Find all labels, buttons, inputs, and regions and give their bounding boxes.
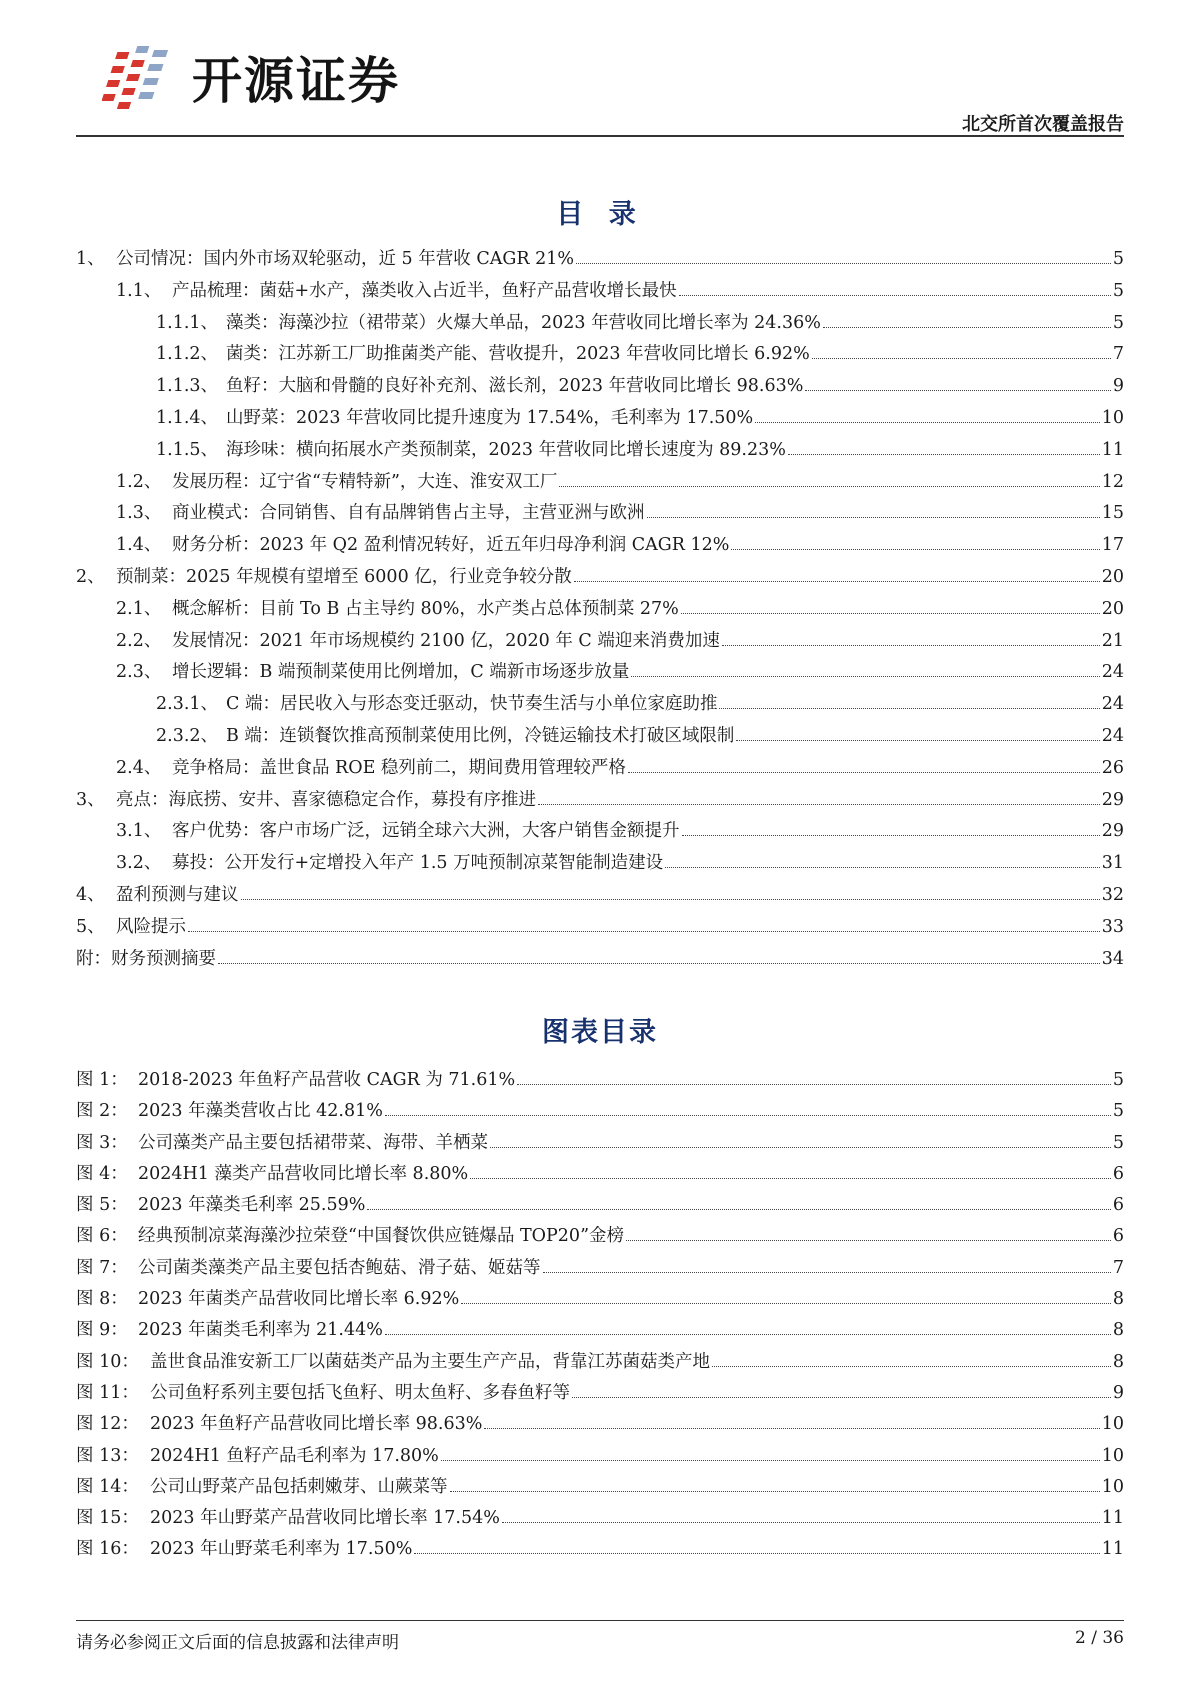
toc-entry-page: 29 (1101, 789, 1124, 810)
page-header (76, 38, 1124, 136)
figure-entry[interactable] (76, 1316, 1124, 1347)
figure-entry[interactable] (76, 1285, 1124, 1316)
figure-entry-page: 10 (1101, 1414, 1124, 1435)
toc-entry-page: 12 (1101, 471, 1124, 492)
toc-entry-page: 33 (1101, 916, 1124, 937)
dot-leader (218, 963, 1100, 964)
figure-entry-title: 2023 年藻类营收占比 42.81% (138, 1101, 383, 1122)
dot-leader (722, 645, 1100, 646)
toc-entry-page: 20 (1101, 566, 1124, 587)
dot-leader (461, 1303, 1111, 1304)
figure-entry-number: 图 12： (76, 1414, 139, 1435)
figure-entry-number: 图 7： (76, 1257, 128, 1278)
dot-leader (631, 676, 1099, 677)
toc-entry-page: 21 (1101, 630, 1124, 651)
dot-leader (441, 1460, 1100, 1461)
dot-leader (470, 1178, 1111, 1179)
toc-entry-page: 26 (1101, 757, 1124, 778)
toc-entry-number: 2.3、 (116, 662, 162, 683)
footer-divider (76, 1620, 1124, 1621)
figure-entry[interactable] (76, 1222, 1124, 1253)
figure-entry-title: 公司鱼籽系列主要包括飞鱼籽、明太鱼籽、多春鱼籽等 (150, 1382, 570, 1403)
toc-entry-number: 3、 (76, 789, 105, 810)
toc-entry-page: 7 (1112, 344, 1124, 365)
figure-list-title: 图表目录 (542, 1017, 658, 1048)
toc-entry[interactable] (76, 245, 1124, 277)
toc-entry-number: 1.4、 (116, 535, 162, 556)
dot-leader (484, 1428, 1099, 1429)
dot-leader (731, 549, 1099, 550)
toc-entry-page: 24 (1101, 662, 1124, 683)
figure-entry[interactable] (76, 1442, 1124, 1473)
disclaimer: 请务必参阅正文后面的信息披露和法律声明 (76, 1633, 399, 1653)
toc-entry-number: 3.2、 (116, 853, 162, 874)
toc-entry-title: 募投：公开发行+定增投入年产 1.5 万吨预制凉菜智能制造建设 (172, 853, 664, 874)
toc-entry-title: 附：财务预测摘要 (76, 948, 216, 969)
toc-entry-number: 1.1.4、 (156, 407, 219, 428)
dot-leader (719, 708, 1099, 709)
toc-entry-page: 29 (1101, 821, 1124, 842)
toc-entry-page: 24 (1101, 725, 1124, 746)
dot-leader (241, 899, 1100, 900)
toc-entry[interactable] (76, 595, 1124, 627)
dot-leader (823, 327, 1111, 328)
toc-entry-page: 9 (1112, 376, 1124, 397)
figure-entry[interactable] (76, 1504, 1124, 1535)
toc-entry-number: 1.1、 (116, 280, 162, 301)
toc-entry-number: 4、 (76, 884, 105, 905)
figure-entry[interactable] (76, 1191, 1124, 1222)
dot-leader (647, 517, 1100, 518)
figure-entry[interactable] (76, 1129, 1124, 1160)
dot-leader (805, 390, 1110, 391)
toc-entry-title: 预制菜：2025 年规模有望增至 6000 亿，行业竞争较分散 (116, 566, 572, 587)
figure-entry-number: 图 14： (76, 1476, 139, 1497)
header-divider (76, 135, 1124, 137)
toc-entry[interactable] (76, 754, 1124, 786)
toc-entry[interactable] (76, 881, 1124, 913)
dot-leader (574, 581, 1100, 582)
dot-leader (681, 613, 1100, 614)
toc-entry[interactable] (76, 627, 1124, 659)
figure-entry-number: 图 16： (76, 1539, 139, 1560)
toc-entry-title: 盈利预测与建议 (116, 884, 239, 905)
figure-entry-number: 图 9： (76, 1320, 128, 1341)
figure-entry-title: 盖世食品淮安新工厂以菌菇类产品为主要生产产品，背靠江苏菌菇类产地 (150, 1351, 710, 1372)
toc-entry-number: 2.1、 (116, 598, 162, 619)
figure-entry-page: 6 (1112, 1195, 1124, 1216)
toc-entry-page: 17 (1101, 535, 1124, 556)
figure-entry-number: 图 11： (76, 1382, 139, 1403)
toc-entry[interactable] (76, 404, 1124, 436)
toc-entry[interactable] (76, 436, 1124, 468)
dot-leader (538, 804, 1100, 805)
toc-entry[interactable] (76, 277, 1124, 309)
toc-entry-title: 山野菜：2023 年营收同比提升速度为 17.54%，毛利率为 17.50% (226, 407, 754, 428)
dot-leader (517, 1084, 1111, 1085)
figure-entry[interactable] (76, 1066, 1124, 1097)
dot-leader (385, 1115, 1111, 1116)
toc-entry-number: 1.1.1、 (156, 312, 219, 333)
figure-entry[interactable] (76, 1160, 1124, 1191)
dot-leader (682, 835, 1100, 836)
figure-entry-number: 图 15： (76, 1508, 139, 1529)
toc-entry-number: 2、 (76, 566, 105, 587)
figure-entry-page: 7 (1112, 1257, 1124, 1278)
figure-entry-page: 5 (1112, 1070, 1124, 1090)
toc-entry-title: 发展历程：辽宁省“专精特新”，大连、淮安双工厂 (172, 471, 558, 492)
toc-entry-number: 2.4、 (116, 757, 162, 778)
dot-leader (414, 1553, 1099, 1554)
toc-entry[interactable] (76, 499, 1124, 531)
toc-entry-page: 24 (1101, 694, 1124, 715)
toc-entry-page: 11 (1101, 439, 1124, 460)
dot-leader (572, 1397, 1111, 1398)
figure-entry-title: 2023 年山野菜毛利率为 17.50% (150, 1539, 413, 1560)
toc-entry-title: 概念解析：目前 To B 占主导约 80%，水产类占总体预制菜 27% (172, 598, 679, 619)
figure-entry-title: 2023 年鱼籽产品营收同比增长率 98.63% (150, 1414, 483, 1435)
dot-leader (712, 1366, 1111, 1367)
dot-leader (576, 263, 1111, 264)
figure-entry[interactable] (76, 1097, 1124, 1128)
toc-title: 目 录 (556, 199, 644, 230)
toc-entry-number: 1.1.2、 (156, 344, 219, 365)
figure-entry[interactable] (76, 1535, 1124, 1566)
figure-entry-title: 2024H1 鱼籽产品毛利率为 17.80% (150, 1445, 439, 1466)
figure-entry-page: 6 (1112, 1226, 1124, 1247)
figure-entry-number: 图 13： (76, 1445, 139, 1466)
toc-entry[interactable] (76, 658, 1124, 690)
report-type: 北交所首次覆盖报告 (962, 114, 1124, 135)
figure-entry-page: 8 (1112, 1289, 1124, 1310)
toc-entry[interactable] (76, 945, 1124, 977)
toc-entry-page: 5 (1112, 312, 1124, 333)
company-name: 开源证券 (192, 52, 400, 110)
figure-entry-title: 公司山野菜产品包括刺嫩芽、山蕨菜等 (150, 1476, 448, 1497)
toc-entry[interactable] (76, 309, 1124, 341)
toc-entry[interactable] (76, 817, 1124, 849)
figure-entry-number: 图 1： (76, 1070, 128, 1090)
figure-entry[interactable] (76, 1254, 1124, 1285)
toc-entry-title: 公司情况：国内外市场双轮驱动，近 5 年营收 CAGR 21% (116, 249, 574, 269)
dot-leader (628, 772, 1100, 773)
toc-entry-number: 3.1、 (116, 821, 162, 842)
toc-entry-number: 2.2、 (116, 630, 162, 651)
dot-leader (450, 1491, 1100, 1492)
dot-leader (812, 358, 1111, 359)
toc-entry-title: B 端：连锁餐饮推高预制菜使用比例，冷链运输技术打破区域限制 (226, 725, 735, 746)
toc-entry-title: 商业模式：合同销售、自有品牌销售占主导，主营亚洲与欧洲 (172, 503, 645, 524)
figure-entry[interactable] (76, 1348, 1124, 1379)
toc-entry-number: 2.3.2、 (156, 725, 219, 746)
figure-entry-page: 11 (1101, 1508, 1124, 1529)
figure-entry-title: 2018-2023 年鱼籽产品营收 CAGR 为 71.61% (138, 1070, 516, 1090)
dot-leader (559, 486, 1099, 487)
dot-leader (490, 1147, 1111, 1148)
page-number: 2 / 36 (1075, 1628, 1124, 1648)
figure-entry-page: 9 (1112, 1382, 1124, 1403)
toc-entry-number: 1.2、 (116, 471, 162, 492)
figure-entry-page: 5 (1112, 1132, 1124, 1153)
toc-entry-title: 藻类：海藻沙拉（裙带菜）火爆大单品，2023 年营收同比增长率为 24.36% (226, 312, 821, 333)
dot-leader (665, 867, 1100, 868)
toc-entry-title: 发展情况：2021 年市场规模约 2100 亿，2020 年 C 端迎来消费加速 (172, 630, 720, 651)
figure-entry-page: 8 (1112, 1351, 1124, 1372)
toc-entry-page: 15 (1101, 503, 1124, 524)
toc-entry[interactable] (76, 913, 1124, 945)
figure-entry-page: 6 (1112, 1163, 1124, 1184)
toc-entry-title: 客户优势：客户市场广泛，远销全球六大洲，大客户销售金额提升 (172, 821, 680, 842)
figure-entry-title: 2023 年山野菜产品营收同比增长率 17.54% (150, 1508, 500, 1529)
toc-list (76, 245, 1124, 976)
toc-entry-page: 10 (1101, 407, 1124, 428)
toc-entry[interactable] (76, 849, 1124, 881)
toc-entry-title: 风险提示 (116, 916, 186, 937)
toc-entry-number: 1.3、 (116, 503, 162, 524)
toc-entry-title: 鱼籽：大脑和骨髓的良好补充剂、滋长剂，2023 年营收同比增长 98.63% (226, 376, 804, 397)
toc-entry-title: 竞争格局：盖世食品 ROE 稳列前二，期间费用管理较严格 (172, 757, 626, 778)
dot-leader (679, 295, 1111, 296)
figure-list (76, 1066, 1124, 1567)
toc-entry-number: 2.3.1、 (156, 694, 219, 715)
toc-entry-page: 32 (1101, 884, 1124, 905)
figure-entry-number: 图 3： (76, 1132, 128, 1153)
toc-entry[interactable] (76, 690, 1124, 722)
kaiyuan-logo-icon (102, 44, 182, 116)
toc-entry-number: 5、 (76, 916, 105, 937)
dot-leader (788, 454, 1100, 455)
dot-leader (626, 1240, 1111, 1241)
toc-entry-page: 5 (1112, 280, 1124, 301)
toc-entry-title: C 端：居民收入与形态变迁驱动，快节奏生活与小单位家庭助推 (226, 694, 718, 715)
figure-entry-title: 2024H1 藻类产品营收同比增长率 8.80% (138, 1163, 469, 1184)
toc-entry-page: 31 (1101, 853, 1124, 874)
toc-entry[interactable] (76, 468, 1124, 500)
dot-leader (502, 1522, 1100, 1523)
figure-entry-page: 5 (1112, 1101, 1124, 1122)
figure-entry-title: 公司藻类产品主要包括裙带菜、海带、羊栖菜 (138, 1132, 488, 1153)
toc-entry[interactable] (76, 786, 1124, 818)
figure-entry-page: 10 (1101, 1445, 1124, 1466)
figure-entry-number: 图 4： (76, 1163, 128, 1184)
figure-entry-number: 图 5： (76, 1195, 128, 1216)
dot-leader (188, 931, 1100, 932)
toc-entry[interactable] (76, 531, 1124, 563)
figure-entry-title: 经典预制凉菜海藻沙拉荣登“中国餐饮供应链爆品 TOP20”金榜 (138, 1226, 625, 1247)
figure-entry-title: 2023 年菌类毛利率为 21.44% (138, 1320, 383, 1341)
dot-leader (543, 1272, 1111, 1273)
figure-entry-title: 公司菌类藻类产品主要包括杏鲍菇、滑子菇、姬菇等 (138, 1257, 541, 1278)
toc-entry-title: 菌类：江苏新工厂助推菌类产能、营收提升，2023 年营收同比增长 6.92% (226, 344, 810, 365)
figure-entry-page: 10 (1101, 1476, 1124, 1497)
toc-entry-title: 亮点：海底捞、安井、喜家德稳定合作，募投有序推进 (116, 789, 536, 810)
dot-leader (755, 422, 1100, 423)
figure-entry[interactable] (76, 1379, 1124, 1410)
figure-entry[interactable] (76, 1410, 1124, 1441)
toc-entry[interactable] (76, 722, 1124, 754)
figure-entry-number: 图 6： (76, 1226, 128, 1247)
dot-leader (385, 1334, 1111, 1335)
dot-leader (367, 1209, 1110, 1210)
figure-entry-title: 2023 年菌类产品营收同比增长率 6.92% (138, 1289, 460, 1310)
toc-entry-page: 5 (1112, 249, 1124, 269)
toc-entry[interactable] (76, 372, 1124, 404)
toc-entry[interactable] (76, 340, 1124, 372)
toc-entry[interactable] (76, 563, 1124, 595)
toc-entry-title: 增长逻辑：B 端预制菜使用比例增加，C 端新市场逐步放量 (172, 662, 630, 683)
toc-entry-number: 1、 (76, 249, 105, 269)
toc-entry-page: 20 (1101, 598, 1124, 619)
toc-entry-title: 财务分析：2023 年 Q2 盈利情况转好，近五年归母净利润 CAGR 12% (172, 535, 730, 556)
figure-entry-number: 图 8： (76, 1289, 128, 1310)
dot-leader (736, 740, 1099, 741)
figure-entry-page: 11 (1101, 1539, 1124, 1560)
toc-entry-title: 海珍味：横向拓展水产类预制菜，2023 年营收同比增长速度为 89.23% (226, 439, 786, 460)
toc-entry-number: 1.1.3、 (156, 376, 219, 397)
figure-entry-page: 8 (1112, 1320, 1124, 1341)
figure-entry-number: 图 10： (76, 1351, 139, 1372)
toc-entry-title: 产品梳理：菌菇+水产，藻类收入占近半，鱼籽产品营收增长最快 (172, 280, 677, 301)
toc-entry-number: 1.1.5、 (156, 439, 219, 460)
figure-entry[interactable] (76, 1473, 1124, 1504)
figure-entry-title: 2023 年藻类毛利率 25.59% (138, 1195, 366, 1216)
toc-entry-page: 34 (1101, 948, 1124, 969)
figure-entry-number: 图 2： (76, 1101, 128, 1122)
